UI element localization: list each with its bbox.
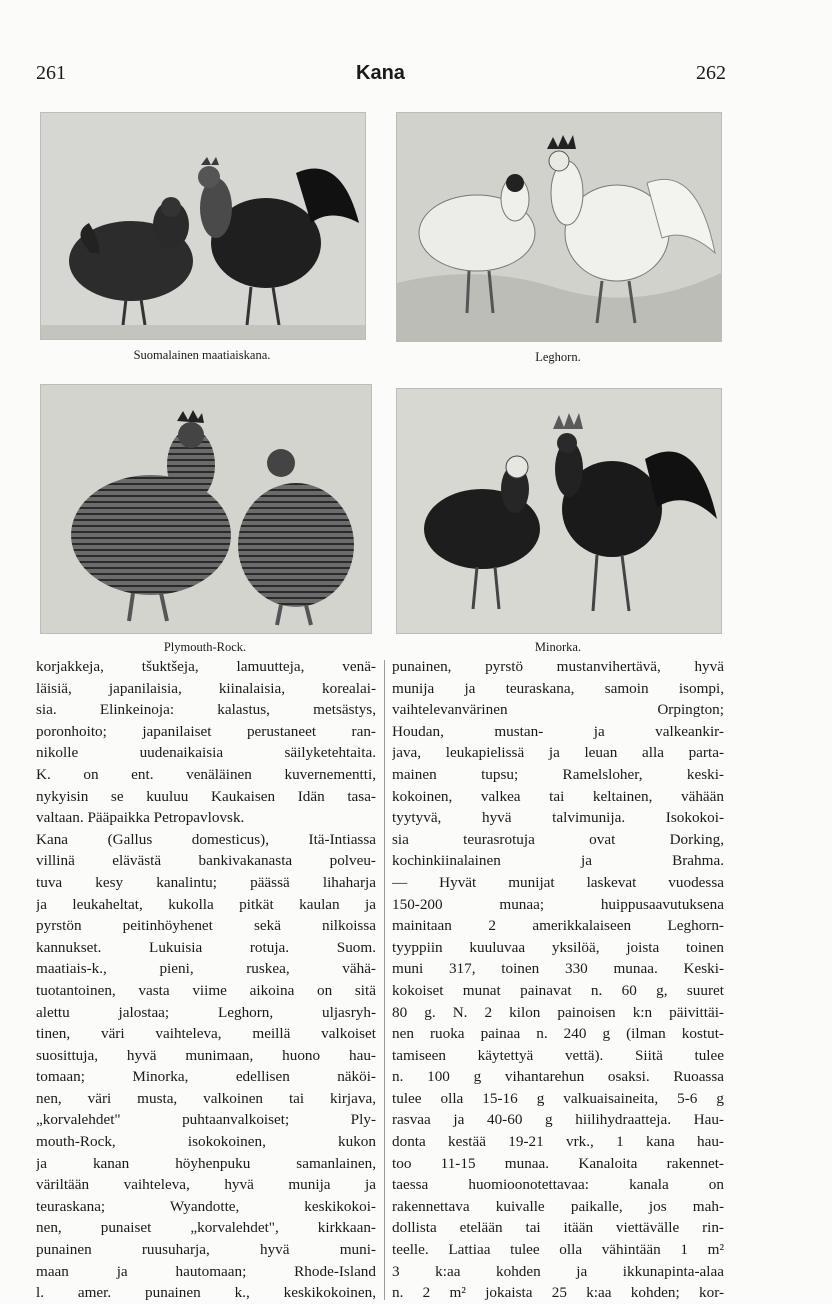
text-line: mainitaan 2 amerikkalaiseen Leghorn- <box>392 917 724 935</box>
text-line: suosittuja, hyvä munimaan, huono hau- <box>36 1046 376 1064</box>
text-line: vaihtelevanvärinen Orpington; <box>392 701 724 719</box>
text-line: väriltään vaihteleva, hyvä munija ja <box>36 1176 376 1194</box>
text-line: nikolle uudenaikaisia säilyketehtaita. <box>36 744 376 762</box>
text-line: rakennettava kuivalle paikalle, jos mah- <box>392 1197 724 1215</box>
text-line: maatiais-k., pieni, ruskea, vähä- <box>36 960 376 978</box>
text-line: 150-200 munaa; huippusaavutuksena <box>392 895 724 913</box>
figure-caption: Suomalainen maatiaiskana. <box>133 348 271 362</box>
text-line: Houdan, mustan- ja valkeankir- <box>392 722 724 740</box>
text-line: sia teurasrotuja ovat Dorking, <box>392 830 724 848</box>
hen-and-rooster-illustration <box>41 113 365 339</box>
text-line: tuotantoinen, vasta viime aikoina on sitä <box>36 981 376 999</box>
text-line: donta kestää 19-21 vrk., 1 kana hau- <box>392 1133 724 1151</box>
left-text-column <box>36 656 376 1304</box>
text-line: kochinkiinalainen ja Brahma. <box>392 852 724 870</box>
text-line: maan ja hautomaan; Rhode-Island <box>36 1262 376 1280</box>
text-line: pyrstön peitinhöyhenet sekä nilkoissa <box>36 917 376 935</box>
text-line: punainen, pyrstö mustanvihertävä, hyvä <box>392 658 724 675</box>
text-line: mouth-Rock, isokokoinen, kukon <box>36 1133 376 1151</box>
figure-suomalainen-maatiaiskana <box>40 112 366 340</box>
running-header <box>36 62 726 102</box>
text-line: punainen ruusuharja, hyvä muni- <box>36 1241 376 1259</box>
text-line: alettu jalostaa; Leghorn, uljasryh- <box>36 1003 376 1021</box>
text-line: kokoinen, valkea tai keltainen, vähään <box>392 787 724 805</box>
text-line: n. 2 m² jokaista 25 k:aa kohden; kor- <box>392 1284 724 1302</box>
text-line: tuva kesy kanalintu; päässä lihaharja <box>36 873 376 891</box>
text-line: kokoiset munat painavat n. 60 g, suuret <box>392 981 724 999</box>
text-line: tyytyvä, hyvä talvimunija. Isokokoi- <box>392 809 724 827</box>
text-line: dollista etelään tai itään viettävälle rin- <box>392 1219 724 1237</box>
text-line: villinä elävästä bankivakanasta polveu- <box>36 852 376 870</box>
figure-caption: Plymouth-Rock. <box>163 640 247 654</box>
text-line: 3 k:aa kohden ja ikkunapinta-alaa <box>392 1262 724 1280</box>
figure-plymouth-rock <box>40 384 372 634</box>
text-line: ja kanan höyhenpuku samanlainen, <box>36 1154 376 1172</box>
text-line: taessa huomioonotettavaa: kanala on <box>392 1176 724 1194</box>
text-line: teuraskana; Wyandotte, keskikokoi- <box>36 1197 376 1215</box>
right-page-number: 262 <box>696 62 726 84</box>
text-line: nykyisin se kuuluu Kaukaisen Idän tasa- <box>36 787 376 805</box>
text-line: sia. Elinkeinoja: kalastus, metsästys, <box>36 701 376 719</box>
figure-caption: Minorka. <box>534 640 582 654</box>
text-line: „korvalehdet" puhtaanvalkoiset; Ply- <box>36 1111 376 1129</box>
text-line: läisiä, japanilaisia, kiinalaisia, korealai- <box>36 679 376 697</box>
text-line: munija ja teuraskana, samoin isompi, <box>392 679 724 697</box>
text-line: K. on ent. venäläinen kuvernementti, <box>36 765 376 783</box>
figure-minorka <box>396 388 722 634</box>
text-line: l. amer. punainen k., keskikokoinen, <box>36 1284 376 1302</box>
text-line: kannukset. Lukuisia rotuja. Suom. <box>36 938 376 956</box>
right-text-column <box>392 656 724 1304</box>
column-divider <box>384 660 385 1300</box>
figure-caption: Leghorn. <box>535 350 581 364</box>
text-line: muni 317, toinen 330 munaa. Keski- <box>392 960 724 978</box>
text-line: tomaan; Minorka, edellisen näköi- <box>36 1068 376 1086</box>
text-line: java, leukapielissä ja leuan alla parta- <box>392 744 724 762</box>
text-line: valtaan. Pääpaikka Petropavlovsk. <box>36 809 245 827</box>
text-line: nen ruoka painaa n. 240 g (ilman kostut- <box>392 1025 724 1043</box>
leghorn-illustration <box>397 113 721 341</box>
figure-leghorn <box>396 112 722 342</box>
text-line: tinen, väri vaihteleva, meillä valkoiset <box>36 1025 376 1043</box>
text-line: korjakkeja, tšuktšeja, lamuutteja, venä- <box>36 658 376 675</box>
left-page-number: 261 <box>36 62 66 84</box>
text-line: mainen tupsu; Ramelsloher, keski- <box>392 765 724 783</box>
plymouth-rock-illustration <box>41 385 371 633</box>
text-line: n. 100 g vihantarehun osaksi. Ruoassa <box>392 1068 724 1086</box>
text-line: tamiseen käytettyä vettä). Siitä tulee <box>392 1046 724 1064</box>
minorka-illustration <box>397 389 721 633</box>
entry-headword-line: Kana (Gallus domesticus), Itä-Intiassa <box>36 830 376 848</box>
text-line: rasvaa ja 40-60 g hiilihydraatteja. Hau- <box>392 1111 724 1129</box>
running-title: Kana <box>356 62 405 84</box>
text-line: 80 g. N. 2 kilon painoisen k:n päivittäi- <box>392 1003 724 1021</box>
text-line: ja leukaheltat, kukolla pitkät kaulan ja <box>36 895 376 913</box>
text-line: nen, väri musta, valkoinen tai kirjava, <box>36 1089 376 1107</box>
text-line: — Hyvät munijat laskevat vuodessa <box>392 873 724 891</box>
text-line: tyyppiin kuuluvaa yksilöä, joista toinen <box>392 938 724 956</box>
text-line: nen, punaiset „korvalehdet", kirkkaan- <box>36 1219 376 1237</box>
text-line: tulee olla 15-16 g valkuaisaineita, 5-6 g <box>392 1089 724 1107</box>
text-line: too 11-15 munaa. Kanaloita rakennet- <box>392 1154 724 1172</box>
text-line: teelle. Lattiaa tulee olla vähintään 1 m² <box>392 1241 724 1259</box>
text-line: poronhoito; japanilaiset perustaneet ran- <box>36 722 376 740</box>
